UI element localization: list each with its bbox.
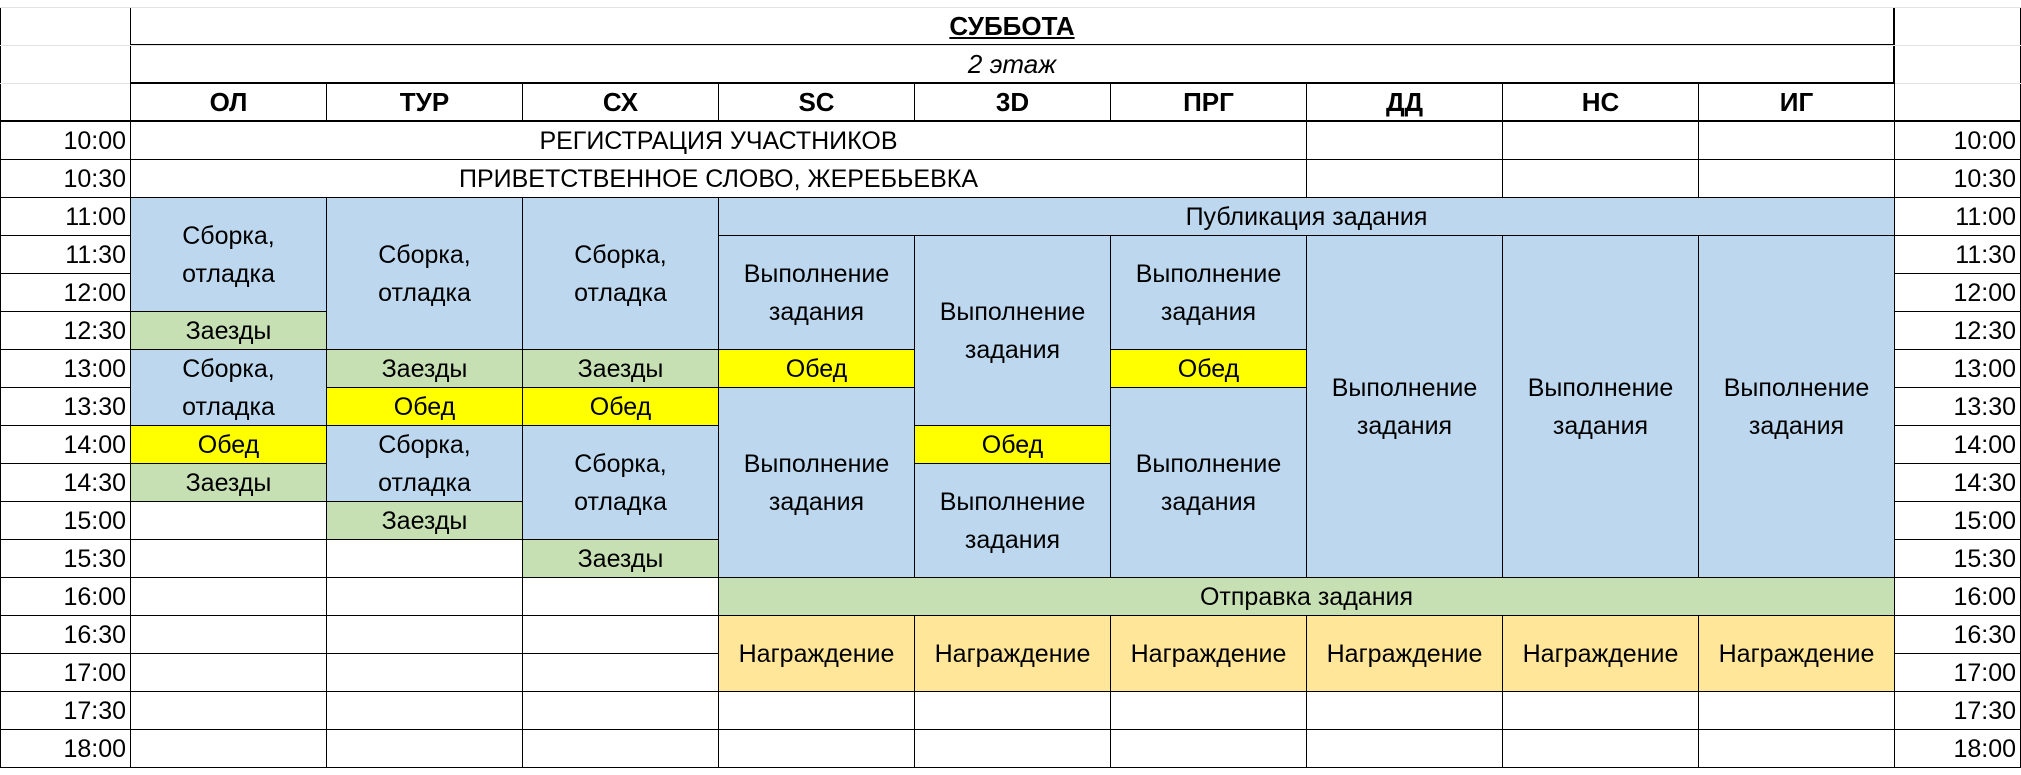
time-label: 15:00 — [63, 506, 126, 535]
time-label: 10:00 — [1953, 126, 2016, 155]
column-header-8 — [1698, 83, 1895, 121]
right-time-cell — [1894, 121, 2021, 160]
schedule-block-text: Награждение — [738, 639, 895, 668]
schedule-block-text: Награждение — [1718, 639, 1875, 668]
empty-cell — [522, 653, 719, 692]
right-time-cell — [1894, 387, 2021, 426]
time-label: 11:30 — [1955, 240, 2016, 269]
column-header-label: СХ — [602, 87, 639, 117]
left-time-cell — [0, 197, 131, 236]
schedule-block — [718, 387, 915, 578]
right-time-cell — [1894, 197, 2021, 236]
schedule-block-text: Выполнение задания — [743, 449, 890, 516]
schedule-block-text: Заезды — [381, 506, 468, 535]
schedule-block-text: Сборка, отладка — [574, 240, 667, 307]
right-time-cell — [1894, 577, 2021, 616]
time-label: 13:00 — [1953, 354, 2016, 383]
empty-cell — [130, 577, 327, 616]
schedule-block-text: Сборка, отладка — [378, 240, 471, 307]
schedule-block-text: Сборка, отладка — [182, 221, 275, 288]
schedule-block — [130, 425, 327, 464]
time-label: 13:30 — [1953, 392, 2016, 421]
column-header-0 — [130, 83, 327, 121]
time-label: 15:30 — [1953, 544, 2016, 573]
schedule-block-text: Отправка задания — [1199, 582, 1414, 611]
day-title-text: СУББОТА — [949, 11, 1075, 41]
time-label: 15:00 — [1953, 506, 2016, 535]
empty-cell — [914, 729, 1111, 768]
column-header-label: ОЛ — [209, 87, 248, 117]
schedule-block-text: Обед — [1177, 354, 1240, 383]
schedule-block — [522, 425, 719, 540]
schedule-block-text: Выполнение задания — [1331, 373, 1478, 440]
schedule-block-text: Заезды — [381, 354, 468, 383]
empty-cell — [326, 539, 523, 578]
time-label: 12:30 — [63, 316, 126, 345]
schedule-block — [326, 425, 523, 502]
right-time-cell — [1894, 653, 2021, 692]
schedule-block-text: Обед — [393, 392, 456, 421]
schedule-block-text: Выполнение задания — [1135, 449, 1282, 516]
schedule-block — [326, 349, 523, 388]
empty-cell — [914, 691, 1111, 730]
schedule-block — [1698, 235, 1895, 578]
column-header-label: 3D — [995, 87, 1030, 117]
right-time-cell — [1894, 159, 2021, 198]
right-time-cell — [1894, 311, 2021, 350]
schedule-block — [326, 387, 523, 426]
schedule-block-text: Заезды — [185, 316, 272, 345]
time-label: 10:30 — [63, 164, 126, 193]
empty-cell — [522, 615, 719, 654]
schedule-block — [326, 197, 523, 350]
column-header-label: SC — [798, 87, 835, 117]
empty-cell — [130, 539, 327, 578]
schedule-block-text: Выполнение задания — [1135, 259, 1282, 326]
schedule-block-text: Выполнение задания — [1527, 373, 1674, 440]
column-header-label: ПРГ — [1183, 87, 1234, 117]
schedule-block — [130, 311, 327, 350]
right-time-cell — [1894, 425, 2021, 464]
empty-cell — [1110, 691, 1307, 730]
column-header-2 — [522, 83, 719, 121]
schedule-block-text: Выполнение задания — [939, 297, 1086, 364]
schedule-block — [1110, 235, 1307, 350]
schedule-block-text: Заезды — [577, 354, 664, 383]
schedule-block — [718, 577, 1895, 616]
empty-cell — [130, 691, 327, 730]
empty-cell — [326, 729, 523, 768]
left-time-cell — [0, 273, 131, 312]
left-time-cell — [0, 349, 131, 388]
time-label: 12:00 — [1953, 278, 2016, 307]
left-time-cell — [0, 615, 131, 654]
time-label: 11:00 — [65, 202, 126, 231]
empty-cell — [130, 615, 327, 654]
time-label: 15:30 — [63, 544, 126, 573]
empty-cell — [1502, 121, 1699, 160]
left-time-cell — [0, 539, 131, 578]
empty-cell — [522, 729, 719, 768]
schedule-block-text: Выполнение задания — [743, 259, 890, 326]
column-header-label: ДД — [1385, 87, 1424, 117]
schedule-block — [718, 349, 915, 388]
empty-cell — [1306, 691, 1503, 730]
right-time-header — [1894, 7, 2021, 121]
empty-cell — [1502, 159, 1699, 198]
gridline — [0, 45, 2021, 46]
schedule-block-text: Обед — [785, 354, 848, 383]
schedule-block — [914, 463, 1111, 578]
empty-cell — [1698, 729, 1895, 768]
time-label: 16:30 — [1953, 620, 2016, 649]
left-time-cell — [0, 159, 131, 198]
empty-cell — [1698, 691, 1895, 730]
schedule-block — [522, 349, 719, 388]
schedule-block — [1306, 615, 1503, 692]
empty-cell — [1110, 729, 1307, 768]
empty-cell — [130, 501, 327, 540]
schedule-block-text: Заезды — [577, 544, 664, 573]
floor-subtitle — [130, 45, 1894, 83]
schedule-block — [130, 197, 327, 312]
empty-cell — [1306, 121, 1503, 160]
schedule-block — [1502, 235, 1699, 578]
column-header-label: НС — [1581, 87, 1620, 117]
column-header-3 — [718, 83, 915, 121]
right-time-cell — [1894, 729, 2021, 768]
schedule-block — [1110, 387, 1307, 578]
column-header-4 — [914, 83, 1111, 121]
schedule-block — [130, 349, 327, 426]
time-label: 12:30 — [1953, 316, 2016, 345]
empty-cell — [130, 729, 327, 768]
empty-cell — [1502, 691, 1699, 730]
schedule-block-text: Сборка, отладка — [378, 430, 471, 497]
empty-cell — [326, 653, 523, 692]
column-header-7 — [1502, 83, 1699, 121]
column-header-label: ИГ — [1779, 87, 1814, 117]
empty-cell — [1502, 729, 1699, 768]
schedule-block-text: Сборка, отладка — [574, 449, 667, 516]
left-time-cell — [0, 691, 131, 730]
time-label: 13:00 — [63, 354, 126, 383]
time-label: 14:30 — [63, 468, 126, 497]
schedule-block-text: Обед — [197, 430, 260, 459]
left-time-cell — [0, 235, 131, 274]
empty-cell — [1306, 729, 1503, 768]
column-header-label: ТУР — [399, 87, 450, 117]
left-time-cell — [0, 463, 131, 502]
time-label: 17:30 — [63, 696, 126, 725]
empty-cell — [130, 653, 327, 692]
schedule-block — [130, 463, 327, 502]
empty-cell — [326, 577, 523, 616]
right-time-cell — [1894, 463, 2021, 502]
column-header-1 — [326, 83, 523, 121]
empty-cell — [522, 691, 719, 730]
schedule-block-text: РЕГИСТРАЦИЯ УЧАСТНИКОВ — [539, 126, 898, 155]
time-label: 18:00 — [63, 734, 126, 763]
schedule-block — [1502, 615, 1699, 692]
schedule-block-text: Публикация задания — [1185, 202, 1428, 231]
time-label: 14:00 — [1953, 430, 2016, 459]
schedule-block-text: Выполнение задания — [939, 487, 1086, 554]
schedule-block-text: Награждение — [1326, 639, 1483, 668]
schedule-block — [914, 425, 1111, 464]
schedule-block-text: Награждение — [934, 639, 1091, 668]
right-time-cell — [1894, 349, 2021, 388]
time-label: 14:00 — [63, 430, 126, 459]
schedule-block — [130, 121, 1307, 160]
time-label: 11:00 — [1955, 202, 2016, 231]
schedule-block — [522, 539, 719, 578]
column-header-5 — [1110, 83, 1307, 121]
time-label: 14:30 — [1953, 468, 2016, 497]
time-label: 18:00 — [1953, 734, 2016, 763]
schedule-block-text: Выполнение задания — [1723, 373, 1870, 440]
schedule-block — [718, 615, 915, 692]
empty-cell — [326, 691, 523, 730]
right-time-cell — [1894, 539, 2021, 578]
schedule-block — [130, 159, 1307, 198]
schedule-block-text: Заезды — [185, 468, 272, 497]
left-time-cell — [0, 311, 131, 350]
right-time-cell — [1894, 273, 2021, 312]
floor-subtitle-text: 2 этаж — [967, 49, 1057, 79]
schedule-block — [522, 197, 719, 350]
empty-cell — [1306, 159, 1503, 198]
empty-cell — [718, 729, 915, 768]
left-time-cell — [0, 577, 131, 616]
empty-cell — [1698, 159, 1895, 198]
schedule-block-text: Сборка, отладка — [182, 354, 275, 421]
schedule-block-text: Обед — [981, 430, 1044, 459]
column-header-6 — [1306, 83, 1503, 121]
right-time-cell — [1894, 501, 2021, 540]
right-time-cell — [1894, 615, 2021, 654]
time-label: 17:00 — [1953, 658, 2016, 687]
left-time-cell — [0, 501, 131, 540]
schedule-block — [1110, 615, 1307, 692]
left-time-cell — [0, 729, 131, 768]
schedule-block — [718, 235, 915, 350]
schedule-block — [1110, 349, 1307, 388]
schedule-block — [326, 501, 523, 540]
gridline — [0, 7, 2021, 8]
time-label: 10:30 — [1953, 164, 2016, 193]
schedule-block-text: ПРИВЕТСТВЕННОЕ СЛОВО, ЖЕРЕБЬЕВКА — [458, 164, 979, 193]
schedule-block-text: Награждение — [1130, 639, 1287, 668]
time-label: 17:30 — [1953, 696, 2016, 725]
time-label: 16:00 — [63, 582, 126, 611]
time-label: 11:30 — [65, 240, 126, 269]
right-time-cell — [1894, 235, 2021, 274]
left-time-cell — [0, 653, 131, 692]
time-label: 13:30 — [63, 392, 126, 421]
time-label: 16:00 — [1953, 582, 2016, 611]
time-label: 10:00 — [63, 126, 126, 155]
empty-cell — [522, 577, 719, 616]
empty-cell — [1698, 121, 1895, 160]
schedule-block — [914, 615, 1111, 692]
schedule-block — [914, 235, 1111, 426]
schedule-block-text: Обед — [589, 392, 652, 421]
schedule-block — [522, 387, 719, 426]
left-time-cell — [0, 121, 131, 160]
time-label: 17:00 — [63, 658, 126, 687]
left-time-header — [0, 7, 131, 121]
empty-cell — [718, 691, 915, 730]
schedule-block — [1698, 615, 1895, 692]
time-label: 16:30 — [63, 620, 126, 649]
schedule-block-text: Награждение — [1522, 639, 1679, 668]
left-time-cell — [0, 425, 131, 464]
schedule-block — [718, 197, 1895, 236]
time-label: 12:00 — [63, 278, 126, 307]
empty-cell — [326, 615, 523, 654]
left-time-cell — [0, 387, 131, 426]
schedule-block — [1306, 235, 1503, 578]
day-title — [130, 7, 1894, 45]
right-time-cell — [1894, 691, 2021, 730]
